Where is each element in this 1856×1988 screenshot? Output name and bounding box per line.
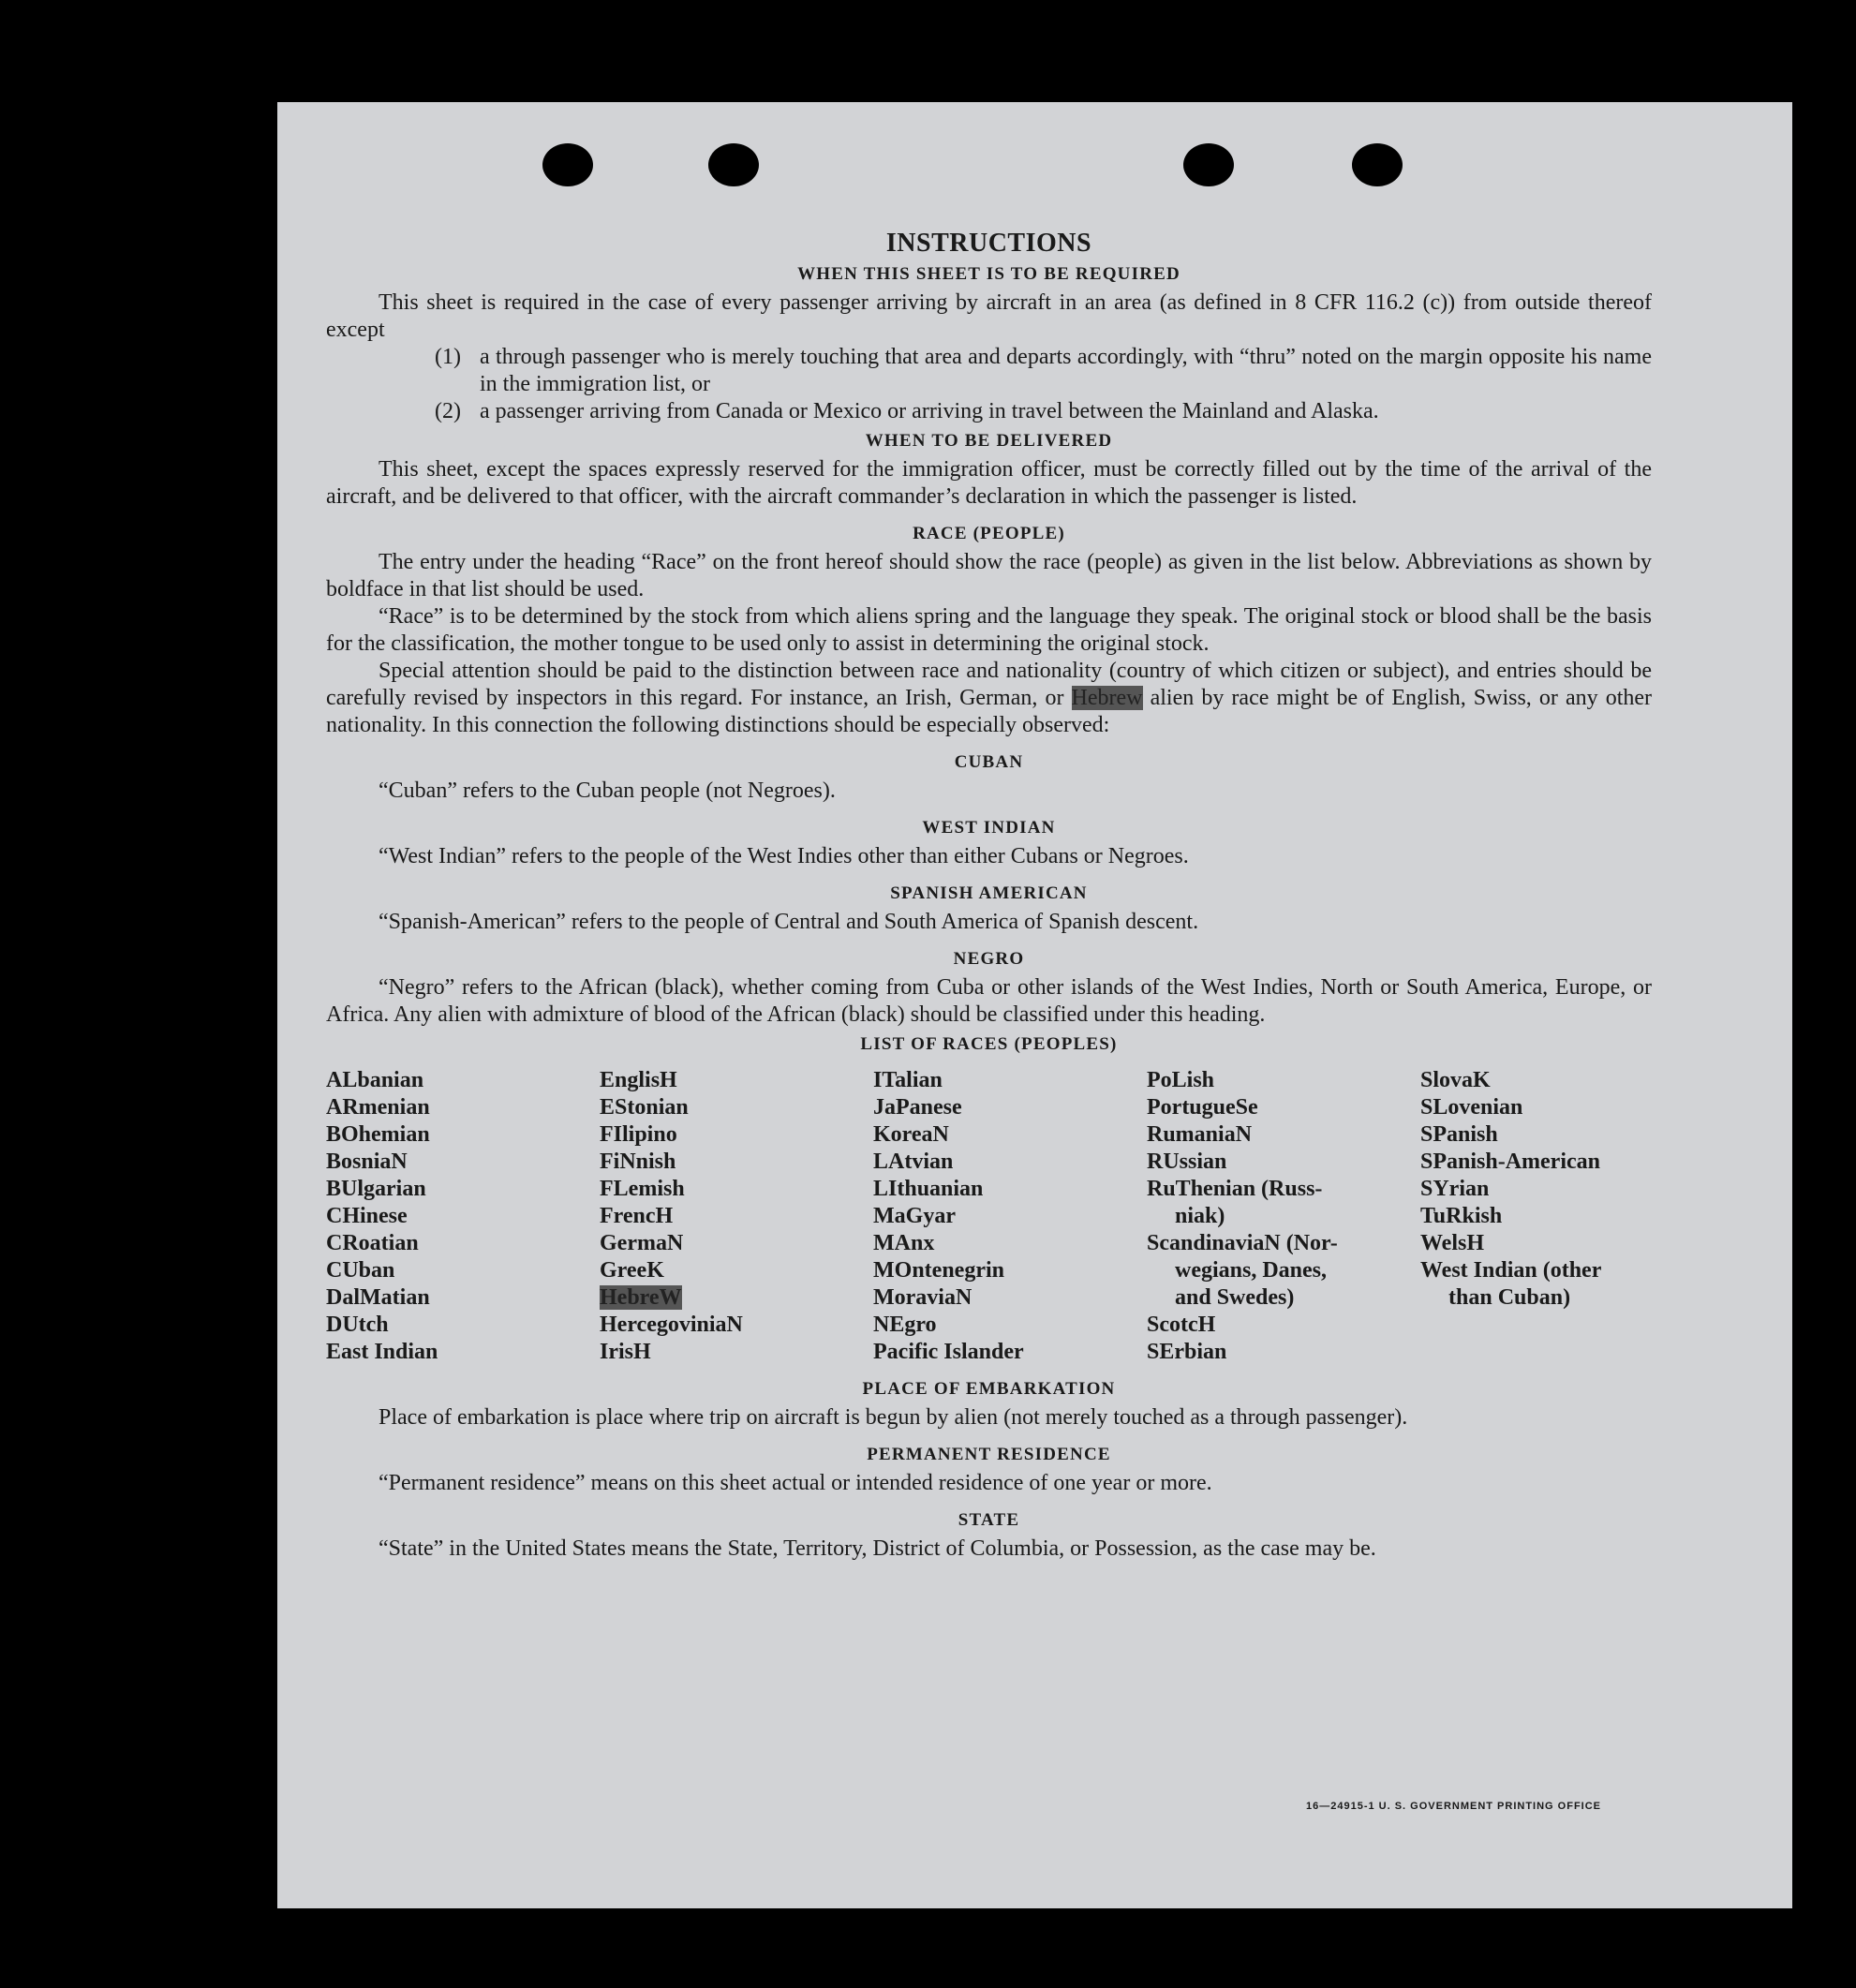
cuban-text: “Cuban” refers to the Cuban people (not Negroes). [379,779,836,803]
race-entry: ITalian [873,1068,943,1092]
list-item-text: a through passenger who is merely touching that area and departs accordingly, with “thru” noted on the margin opposite his name in the immigration list, or [480,345,1652,396]
race-entry: GreeK [600,1258,664,1283]
race-entry: BUlgarian [326,1177,426,1201]
residence-text: “Permanent residence” means on this sheet actual or intended residence of one year or more. [379,1471,1212,1495]
spanish-american-text: “Spanish-American” refers to the people of Central and South America of Spanish descent. [379,910,1199,934]
race-entry: MOntenegrin [873,1258,1004,1283]
races-column [1420,1067,1652,1366]
race-paragraph-3-part-b: alien by race might be of English, Swiss, or any other nationality. In this connection the following distinctions should be especially observed: [326,686,1653,737]
punch-hole [542,143,593,186]
race-entry: LIthuanian [873,1177,984,1201]
race-entry: West Indian (other [1420,1258,1602,1283]
race-entry: EnglisH [600,1068,677,1092]
instructions-content [326,230,1652,1563]
race-paragraph-1: The entry under the heading “Race” on the front hereof should show the race (people) as given in the list below. Abbreviations as shown by boldface in that list should be used. [326,550,1652,601]
list-item-number: (1) [435,345,461,369]
race-entry: JaPanese [873,1095,962,1120]
race-paragraph-3-part-a: Special attention should be paid to the distinction between race and nationality (country of which citizen or subject), and entries should be carefully revised by inspectors in this regard. For instance, an Irish, German, or [326,659,1652,710]
races-column [326,1067,600,1366]
race-entry: SLovenian [1420,1095,1523,1120]
race-entry: RuThenian (Russ- [1147,1177,1323,1201]
race-entry: FIlipino [600,1122,677,1147]
section-heading-delivered: WHEN TO BE DELIVERED [865,431,1113,451]
embarkation-text: Place of embarkation is place where trip on aircraft is begun by alien (not merely touched as a through passenger). [379,1405,1408,1430]
struck-word: HebreW [600,1285,682,1310]
race-entry: MaGyar [873,1204,956,1228]
section-heading-cuban: CUBAN [954,752,1024,772]
race-entry: SPanish-American [1420,1150,1600,1174]
races-column [1147,1067,1420,1366]
required-text: This sheet is required in the case of every passenger arriving by aircraft in an area (as defined in 8 CFR 116.2 (c)) from outside thereof except [326,290,1652,342]
race-entry: CRoatian [326,1231,419,1255]
section-heading-west-indian: WEST INDIAN [922,818,1056,838]
race-entry: EStonian [600,1095,689,1120]
race-entry: MoraviaN [873,1285,973,1310]
west-indian-text: “West Indian” refers to the people of the West Indies other than either Cubans or Negroes. [379,844,1189,868]
race-entry: DalMatian [326,1285,430,1310]
race-entry: FiNnish [600,1150,676,1174]
race-entry: BOhemian [326,1122,430,1147]
negro-text: “Negro” refers to the African (black), whether coming from Cuba or other islands of the West Indies, North or South America, Europe, or Africa. Any alien with admixture of blood of the African (black) should be classified under this heading. [326,975,1652,1027]
race-paragraph-2: “Race” is to be determined by the stock from which aliens spring and the language they speak. The original stock or blood shall be the basis for the classification, the mother tongue to be used only to assist in determining the original stock. [326,604,1652,656]
race-entry: BosniaN [326,1150,408,1174]
section-heading-list-of-races: LIST OF RACES (PEOPLES) [860,1034,1118,1054]
race-entry-continued: niak) [1175,1204,1225,1228]
section-heading-spanish-american: SPANISH AMERICAN [890,883,1088,903]
race-entry-continued: and Swedes) [1175,1285,1295,1310]
race-entry: LAtvian [873,1150,954,1174]
race-entry: ALbanian [326,1068,424,1092]
race-entry: ARmenian [326,1095,430,1120]
section-heading-race: RACE (PEOPLE) [913,524,1065,543]
punch-hole [1183,143,1234,186]
list-item [326,344,1652,398]
section-heading-state: STATE [958,1510,1020,1530]
race-entry: CHinese [326,1204,408,1228]
race-entry: FrencH [600,1204,674,1228]
list-item-text: a passenger arriving from Canada or Mexico or arriving in travel between the Mainland and Alaska. [480,399,1379,423]
struck-word: Hebrew [1071,686,1143,710]
race-entry: SYrian [1420,1177,1490,1201]
races-list [326,1067,1652,1366]
race-entry-continued: wegians, Danes, [1175,1258,1328,1283]
race-entry: PoLish [1147,1068,1215,1092]
race-entry: FLemish [600,1177,685,1201]
race-entry: IrisH [600,1340,651,1364]
race-paragraph-3 [326,658,1652,739]
race-entry-continued: than Cuban) [1448,1285,1571,1310]
race-entry: PortugueSe [1147,1095,1258,1120]
race-entry: RUssian [1147,1150,1227,1174]
race-entry: SErbian [1147,1340,1227,1364]
race-entry: GermaN [600,1231,684,1255]
list-item-number: (2) [435,399,461,423]
race-entry-struck [600,1284,873,1312]
race-entry: WelsH [1420,1231,1485,1255]
race-entry: MAnx [873,1231,935,1255]
race-entry: HercegoviniaN [600,1313,743,1337]
required-exceptions-list [326,344,1652,425]
race-entry: SlovaK [1420,1068,1491,1092]
race-entry: SPanish [1420,1122,1498,1147]
race-entry: ScotcH [1147,1313,1216,1337]
section-heading-negro: NEGRO [953,949,1025,969]
document-sheet [277,102,1792,1908]
printer-imprint: 16—24915-1 U. S. GOVERNMENT PRINTING OFFICE [1306,1801,1602,1812]
delivered-text: This sheet, except the spaces expressly reserved for the immigration officer, must be correctly filled out by the time of the arrival of the aircraft, and be delivered to that officer, with the aircraft commander’s declaration in which the passenger is listed. [326,457,1652,509]
race-entry: CUban [326,1258,395,1283]
races-column [600,1067,873,1366]
state-text: “State” in the United States means the State, Territory, District of Columbia, or Possession, as the case may be. [379,1536,1376,1561]
list-item [326,398,1652,425]
punch-hole [1352,143,1403,186]
race-entry: ScandinaviaN (Nor- [1147,1231,1338,1255]
section-heading-residence: PERMANENT RESIDENCE [867,1445,1111,1464]
race-entry: TuRkish [1420,1204,1503,1228]
section-heading-embarkation: PLACE OF EMBARKATION [862,1379,1116,1399]
race-entry: KoreaN [873,1122,949,1147]
race-entry: RumaniaN [1147,1122,1253,1147]
race-entry: East Indian [326,1340,438,1364]
section-heading-required: WHEN THIS SHEET IS TO BE REQUIRED [797,264,1180,284]
race-entry: NEgro [873,1313,937,1337]
race-entry: DUtch [326,1313,389,1337]
race-entry: Pacific Islander [873,1340,1024,1364]
page-title: INSTRUCTIONS [885,229,1092,258]
races-column [873,1067,1147,1366]
punch-hole [708,143,759,186]
